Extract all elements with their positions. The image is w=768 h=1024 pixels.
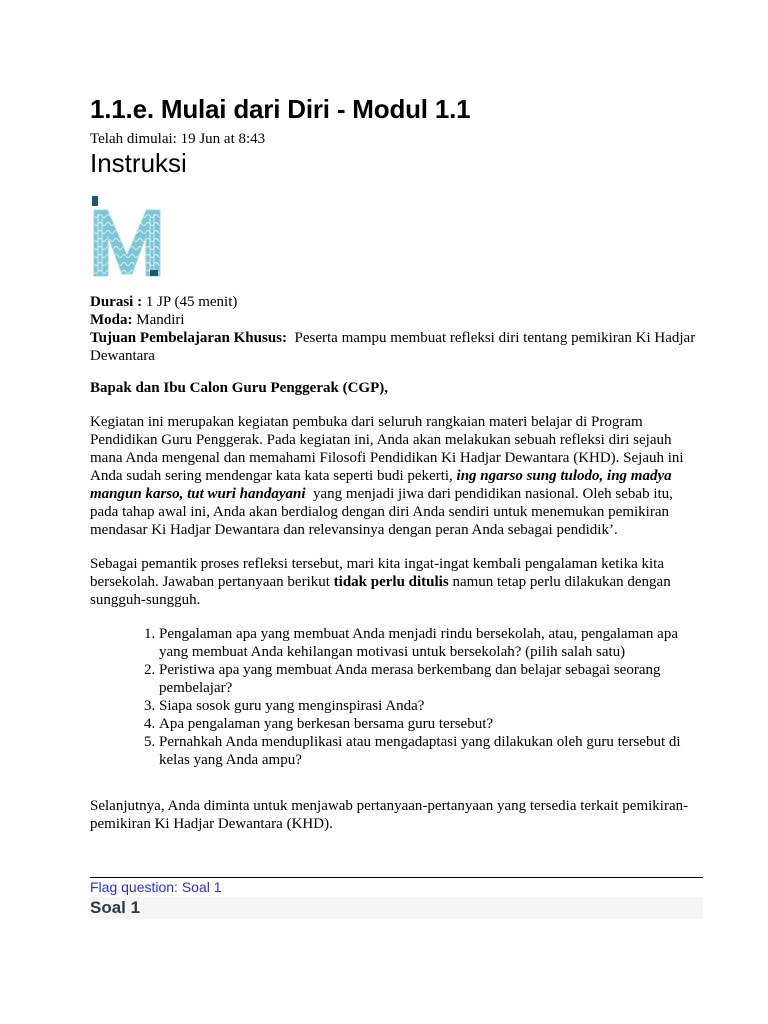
durasi-row xyxy=(90,293,703,311)
prompt-paragraph xyxy=(90,555,703,609)
question-divider xyxy=(90,877,703,878)
moda-value: Mandiri xyxy=(132,312,185,328)
intro-text-before: Kegiatan ini merupakan kegiatan pembuka dari seluruh rangkaian materi belajar di Program Pendidikan Guru Penggerak. Pada kegiatan ini, Anda akan melakukan sebuah refleksi diri sejauh mana Anda mengenal dan memahami Filosofi Pendidikan Ki Hadjar Dewantara (KHD). Sejauh ini Anda sudah sering mendengar kata kata seperti budi pekerti, xyxy=(90,414,687,484)
durasi-value: 1 JP (45 menit) xyxy=(142,294,238,310)
list-item: 5. Pernahkah Anda menduplikasi atau mengadaptasi yang dilakukan oleh guru tersebut di kelas yang Anda ampu? xyxy=(159,733,703,769)
intro-paragraph xyxy=(90,413,703,539)
tujuan-value: Peserta mampu membuat refleksi diri tentang pemikiran Ki Hadjar Dewantara xyxy=(90,330,699,364)
durasi-label: Durasi : xyxy=(90,294,143,310)
intro-emphasis: ing ngarso sung tulodo, ing madya mangun karso, tut wuri handayani xyxy=(90,468,676,502)
question-title: Soal 1 xyxy=(90,897,703,919)
closing-paragraph: Selanjutnya, Anda diminta untuk menjawab pertanyaan-pertanyaan yang tersedia terkait pemikiran-pemikiran Ki Hadjar Dewantara (KHD). xyxy=(90,798,689,832)
instructions-heading: Instruksi xyxy=(90,148,187,178)
page-title: 1.1.e. Mulai dari Diri - Modul 1.1 xyxy=(90,94,471,124)
tujuan-row xyxy=(90,329,703,365)
quiz-page xyxy=(90,92,703,917)
moda-label: Moda: xyxy=(90,312,133,328)
greeting: Bapak dan Ibu Calon Guru Penggerak (CGP), xyxy=(90,380,388,396)
started-timestamp: Telah dimulai: 19 Jun at 8:43 xyxy=(90,131,266,147)
list-item: 2. Peristiwa apa yang membuat Anda merasa berkembang dan belajar sebagai seorang pembelajar? xyxy=(159,661,703,697)
list-item: 3. Siapa sosok guru yang menginspirasi Anda? xyxy=(159,697,703,715)
activity-meta xyxy=(90,293,703,365)
flag-question-link[interactable]: Flag question: Soal 1 xyxy=(90,879,222,895)
prompt-text-before: Sebagai pemantik proses refleksi tersebut, mari kita ingat-ingat kembali pengalaman ketika kita bersekolah. Jawaban pertanyaan berikut xyxy=(90,556,664,590)
module-m-logo-icon xyxy=(90,196,162,280)
list-item: 4. Apa pengalaman yang berkesan bersama guru tersebut? xyxy=(159,715,703,733)
list-item: 1. Pengalaman apa yang membuat Anda menjadi rindu bersekolah, atau, pengalaman apa yang membuat Anda kehilangan motivasi untuk bersekolah? (pilih salah satu) xyxy=(159,625,703,661)
tujuan-label: Tujuan Pembelajaran Khusus: xyxy=(90,330,287,346)
intro-text-after: yang menjadi jiwa dari pendidikan nasional. Oleh sebab itu, pada tahap awal ini, Anda akan berdialog dengan diri Anda sendiri untuk menemukan pemikiran mendasar Ki Hadjar Dewantara dan relevansinya dengan peran Anda sebagai pendidik’. xyxy=(90,486,677,538)
prompt-bold: tidak perlu ditulis xyxy=(333,574,449,590)
prompt-text-after: namun tetap perlu dilakukan dengan sungguh-sungguh. xyxy=(90,574,671,608)
reflection-questions xyxy=(90,625,703,769)
moda-row xyxy=(90,311,703,329)
